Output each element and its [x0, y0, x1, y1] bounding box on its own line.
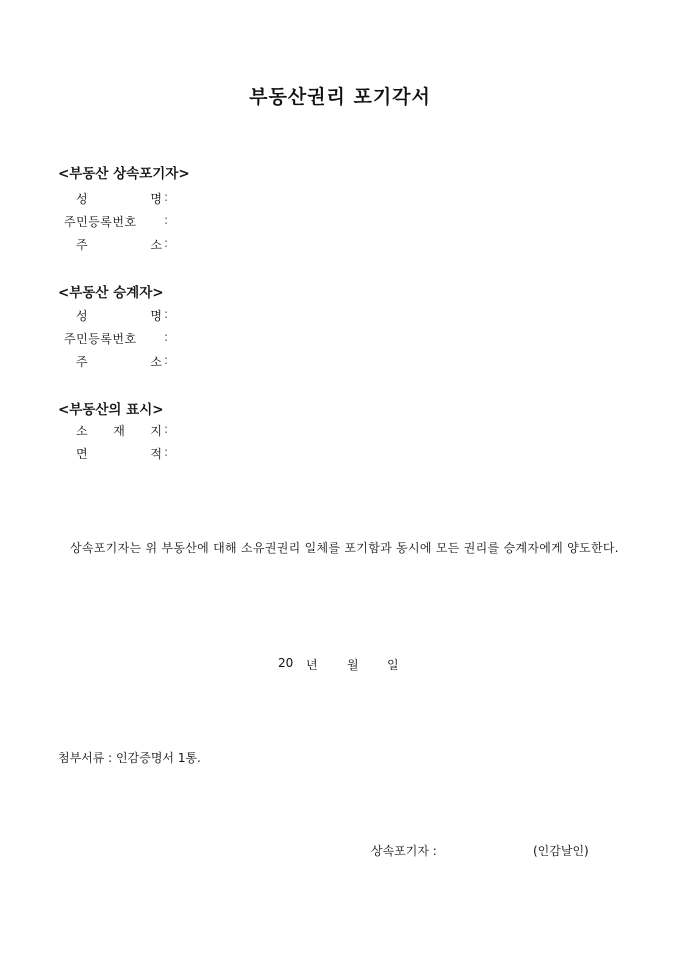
signature-label: 상속포기자 :: [371, 844, 437, 858]
renouncer-address-label-1: 주: [76, 238, 88, 252]
successor-address-label-1: 주: [76, 355, 88, 369]
successor-address-field: [64, 353, 184, 369]
property-area-label-2: 적: [150, 447, 162, 461]
renouncer-address-field: [64, 236, 184, 252]
successor-id-field: [64, 330, 184, 346]
renouncer-id-colon: :: [164, 213, 169, 227]
successor-id-colon: :: [164, 330, 169, 344]
successor-name-label-2: 명: [150, 309, 162, 323]
property-area-label-1: 면: [76, 447, 88, 461]
property-location-label-1: 소: [76, 424, 88, 438]
successor-address-label-2: 소: [150, 355, 162, 369]
renouncer-name-field: [64, 190, 184, 206]
property-area-field: [64, 445, 184, 461]
property-location-colon: :: [164, 422, 169, 436]
property-location-field: [64, 422, 184, 438]
renouncer-id-field: [64, 213, 184, 229]
renouncer-heading: <부동산 상속포기자>: [58, 166, 190, 182]
attachment-line: 첨부서류 : 인감증명서 1통.: [58, 751, 201, 765]
renouncer-address-label-2: 소: [150, 238, 162, 252]
date-month-unit: 월: [347, 658, 359, 672]
seal-placeholder: (인감날인): [533, 844, 589, 858]
successor-name-label-1: 성: [76, 309, 88, 323]
date-year-unit: 년: [306, 658, 318, 672]
property-location-label-2: 재: [113, 424, 125, 438]
renouncer-address-colon: :: [164, 236, 169, 250]
successor-id-label: 주민등록번호: [64, 332, 137, 346]
renouncer-name-label-2: 명: [150, 192, 162, 206]
successor-name-field: [64, 307, 184, 323]
successor-address-colon: :: [164, 353, 169, 367]
property-location-label-3: 지: [150, 424, 162, 438]
successor-name-colon: :: [164, 307, 169, 321]
renouncer-name-label-1: 성: [76, 192, 88, 206]
date-year-prefix: 20: [278, 656, 294, 670]
renouncer-name-colon: :: [164, 190, 169, 204]
date-day-unit: 일: [387, 658, 399, 672]
renouncer-id-label: 주민등록번호: [64, 215, 137, 229]
statement-paragraph: 상속포기자는 위 부동산에 대해 소유권권리 일체를 포기함과 동시에 모든 권리를 승계자에게 양도한다.: [70, 541, 619, 555]
property-area-colon: :: [164, 445, 169, 459]
successor-heading: <부동산 승계자>: [58, 285, 164, 301]
document-title: 부동산권리 포기각서: [249, 86, 431, 108]
property-heading: <부동산의 표시>: [58, 402, 164, 418]
